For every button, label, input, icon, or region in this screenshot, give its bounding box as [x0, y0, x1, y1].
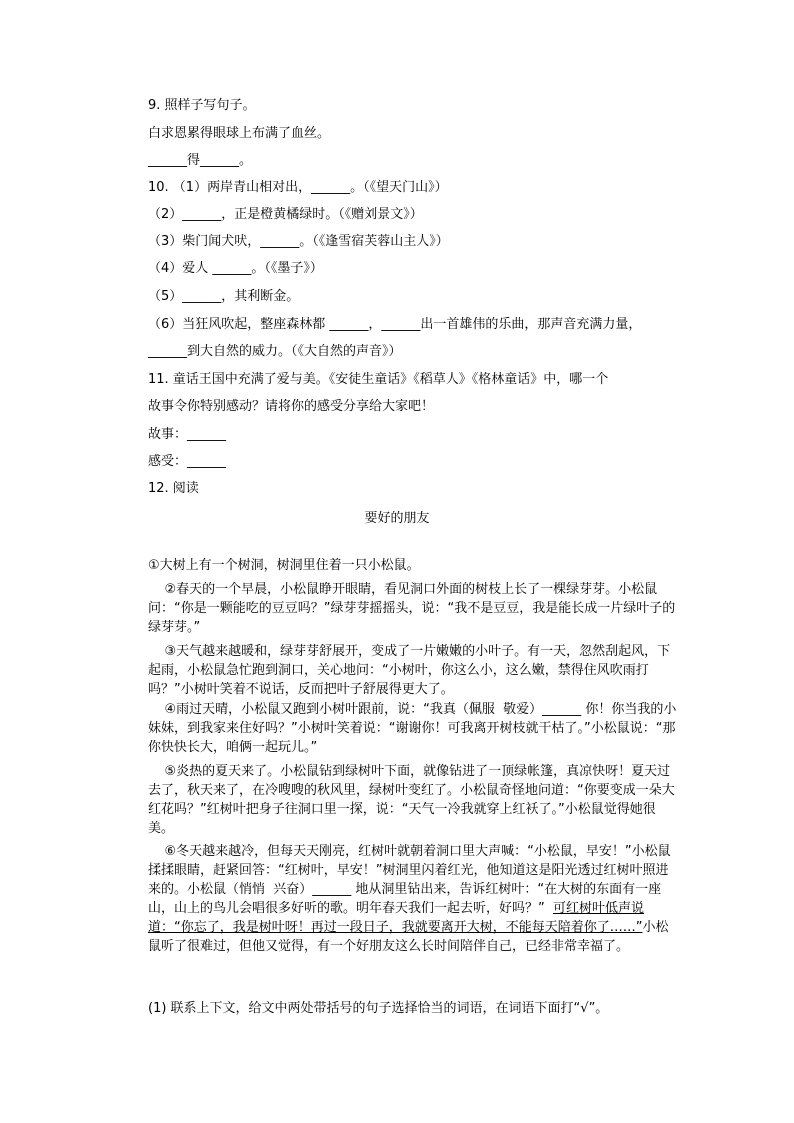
passage-p5: ⑤炎热的夏天来了。小松鼠钻到绿树叶下面，就像钻进了一顶绿帐篷，真凉快呀！夏天过去了，秋天来了，在冷嗖嗖的秋风里，绿树叶变红了。小松鼠奇怪地问道：“你要变成一朵大红花吗？”红树叶把身子往洞口里一探，说：“天气一冷我就穿上红袄了。”小松鼠觉得她很美。 — [148, 764, 675, 836]
q10-line6: （6）当狂风吹起，整座森林都 ______，______出一首雄伟的乐曲，那声音充满力量， — [148, 317, 642, 332]
q10-line2: （2）______，正是橙黄橘绿时。（《赠刘景文》） — [148, 207, 423, 222]
q11-line1: 11. 童话王国中充满了爱与美。《安徒生童话》《稻草人》《格林童话》中，哪一个 — [148, 372, 609, 387]
sub-question-1: (1) 联系上下文，给文中两处带括号的句子选择恰当的词语，在词语下面打“√”。 — [148, 1001, 609, 1016]
passage-p2: ②春天的一个早晨，小松鼠睁开眼睛，看见洞口外面的树枝上长了一棵绿芽芽。小松鼠问：“你是一颗能吃的豆豆吗？”绿芽芽摇摇头，说：“我不是豆豆，我是能长成一片绿叶子的绿芽芽。” — [148, 582, 676, 635]
passage-p6-part1: ⑥冬天越来越冷，但每天天刚亮，红树叶就朝着洞口里大声喊：“小松鼠，早安！”小松鼠揉揉眼睛，赶紧回答：“红树叶，早安！”树洞里闪着红光，他知道这是阳光透过红树叶照进来的。小松鼠（悄悄 兴奋）______ 地从洞里钻出来，告诉红树叶：“在大树的东面有一座山，山上的鸟儿会唱很多好听的歌。明年春天我们一起去听，好吗？” — [148, 844, 671, 916]
q10-line4: （4）爱人 ______。（《墨子》） — [148, 261, 323, 276]
passage-title: 要好的朋友 — [364, 511, 430, 526]
q12-label: 12. 阅读 — [148, 481, 199, 496]
q10-line7: ______到大自然的威力。（《大自然的声音》） — [148, 344, 402, 359]
q10-line1: 10. （1）两岸青山相对出，______。（《望天门山》） — [148, 180, 448, 195]
q11-feeling: 感受：______ — [148, 454, 227, 469]
q10-line5: （5）______，其利断金。 — [148, 289, 300, 304]
q11-story: 故事：______ — [148, 427, 227, 442]
q9-example: 白求恩累得眼球上布满了血丝。 — [148, 126, 331, 141]
passage-p6-part3: 小松鼠听了很难过，但他又觉得，有一个好朋友这么长时间陪伴自己，已经非常幸福了。 — [148, 920, 669, 954]
q10-line3: （3）柴门闻犬吠，______。（《逢雪宿芙蓉山主人》） — [148, 234, 449, 249]
q11-line2: 故事令你特别感动？请将你的感受分享给大家吧！ — [148, 399, 435, 414]
q9-blank: ______得______。 — [148, 153, 253, 168]
passage-p3: ③天气越来越暖和，绿芽芽舒展开，变成了一片嫩嫩的小叶子。有一天，忽然刮起风，下起雨，小松鼠急忙跑到洞口，关心地问：“小树叶，你这么小，这么嫩，禁得住风吹雨打吗？”小树叶笑着不说话，反而把叶子舒展得更大了。 — [148, 644, 671, 697]
passage-p6-underlined: 可红树叶低声说道：“你忘了，我是树叶呀！再过一段日子，我就要离开大树，不能每天陪着你了……” — [148, 901, 645, 935]
passage-p6 — [148, 842, 678, 956]
passage-p1: ①大树上有一个树洞，树洞里住着一只小松鼠。 — [148, 558, 420, 573]
passage-p4: ④雨过天晴，小松鼠又跑到小树叶跟前，说：“我真（佩服 敬爱）______ 你！你当我的小妹妹，到我家来住好吗？”小树叶笑着说：“谢谢你！可我离开树枝就干枯了。”小松鼠说：“那你快快长大，咱俩一起玩儿。” — [148, 702, 677, 755]
q9-title: 9. 照样子写句子。 — [148, 98, 256, 113]
